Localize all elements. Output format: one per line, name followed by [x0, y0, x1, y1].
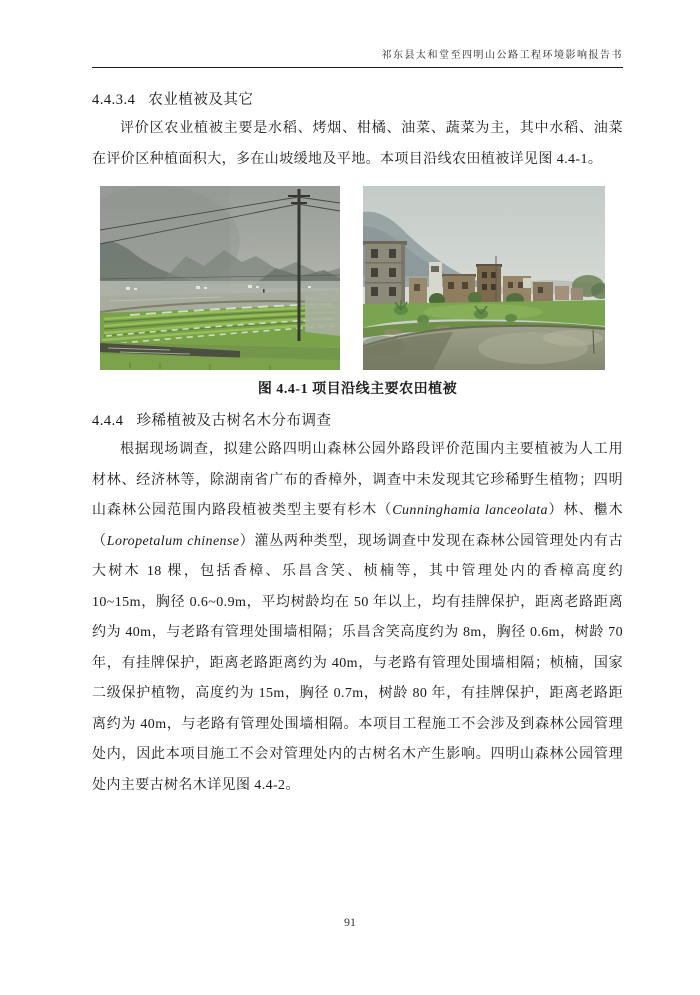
running-header-title: 祁东县太和堂至四明山公路工程环境影响报告书 — [381, 50, 623, 61]
section-number: 4.4.3.4 — [92, 92, 136, 108]
figure-caption-4-4-1: 图 4.4-1 项目沿线主要农田植被 — [257, 382, 458, 397]
paragraph-agricultural-vegetation: 评价区农业植被主要是水稻、烤烟、柑橘、油菜、蔬菜为主，其中水稻、油菜在评价区种植面积大，多在山坡缓地及平地。本项目沿线农田植被详见图 4.4-1。 — [92, 121, 623, 167]
figure-4-4-1-photo-row — [100, 186, 623, 370]
section-title: 农业植被及其它 — [148, 92, 254, 108]
photo-rice-paddy-fields — [100, 186, 340, 370]
section-number: 4.4.4 — [92, 413, 124, 429]
section-heading-4-4-4 — [92, 409, 623, 430]
running-header — [92, 46, 623, 68]
photo-village-pond — [363, 186, 605, 370]
paragraph-rare-plants-survey: 根据现场调查，拟建公路四明山森林公园外路段评价范围内主要植被为人工用材林、经济林等，除湖南省广布的香樟外，调查中未发现其它珍稀野生植物；四明山森林公园范围内路段植被类型主要有杉木（Cunninghamia lanceolata）林、檵木（Loropetalum chinense）灌丛两种类型，现场调查中发现在森林公园管理处内有古大树木 18 棵，包括香樟、乐昌含笑、桢楠等，其中管理处内的香樟高度约 10~15m，胸径 0.6~0.9m，平均树龄均在 50 年以上，均有挂牌保护，距离老路距离约为 40m，与老路有管理处围墙相隔；乐昌含笑高度约为 8m，胸径 0.6m，树龄 70 年，有挂牌保护，距离老路距离约为 40m，与老路有管理处围墙相隔；桢楠，国家二级保护植物，高度约为 15m，胸径 0.7m，树龄 80 年，有挂牌保护，距离老路距离约为 40m，与老路有管理处围墙相隔。本项目工程施工不会涉及到森林公园管理处内，因此本项目施工不会对管理处内的古树名木产生影响。四明山森林公园管理处内主要古树名木详见图 4.4-2。 — [92, 442, 624, 793]
page-content — [92, 46, 623, 801]
section-heading-4-4-3-4 — [92, 88, 623, 109]
page-number: 91 — [344, 915, 356, 929]
rice-paddy-photo-illustration — [100, 186, 340, 370]
section-title: 珍稀植被及古树名木分布调查 — [136, 413, 332, 429]
village-pond-photo-illustration — [363, 186, 605, 370]
